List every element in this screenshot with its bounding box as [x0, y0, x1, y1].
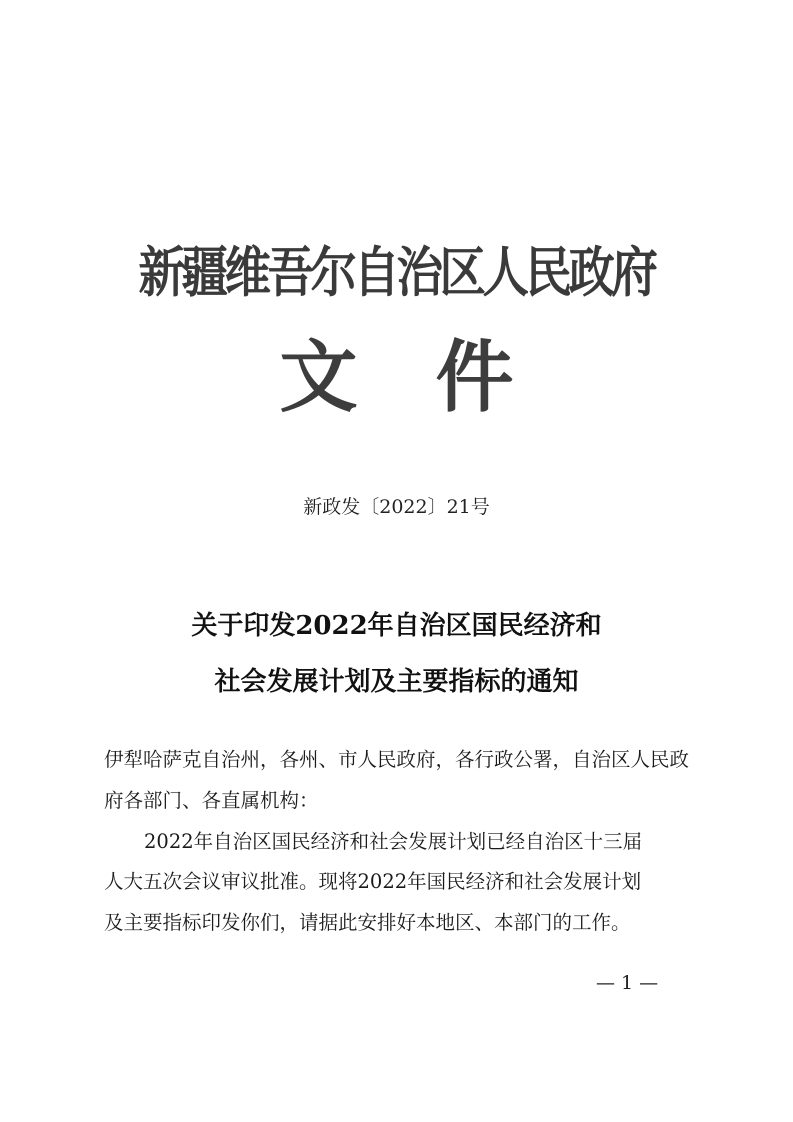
paragraph-line-2: 人大五次会议审议批准。现将2022年国民经济和社会发展计划 — [104, 870, 642, 894]
title-line-2: 社会发展计划及主要指标的通知 — [214, 667, 579, 697]
issuer-heading: 新疆维吾尔自治区人民政府 — [138, 241, 655, 304]
salutation-line-2: 府各部门、各直属机构： — [104, 788, 319, 812]
document-type-heading: 文件 — [279, 332, 592, 423]
salutation-line-1: 伊犁哈萨克自治州，各州、市人民政府，各行政公署，自治区人民政 — [104, 748, 690, 771]
document-body — [104, 740, 694, 944]
document-title — [0, 598, 793, 710]
title-line-1: 关于印发2022年自治区国民经济和 — [191, 611, 602, 641]
document-number: 新政发〔2022〕21号 — [303, 496, 490, 518]
paragraph-line-3: 及主要指标印发你们，请据此安排好本地区、本部门的工作。 — [104, 911, 631, 935]
paragraph-line-1: 2022年自治区国民经济和社会发展计划已经自治区十三届 — [144, 829, 643, 853]
page-number: — 1 — — [596, 972, 659, 994]
